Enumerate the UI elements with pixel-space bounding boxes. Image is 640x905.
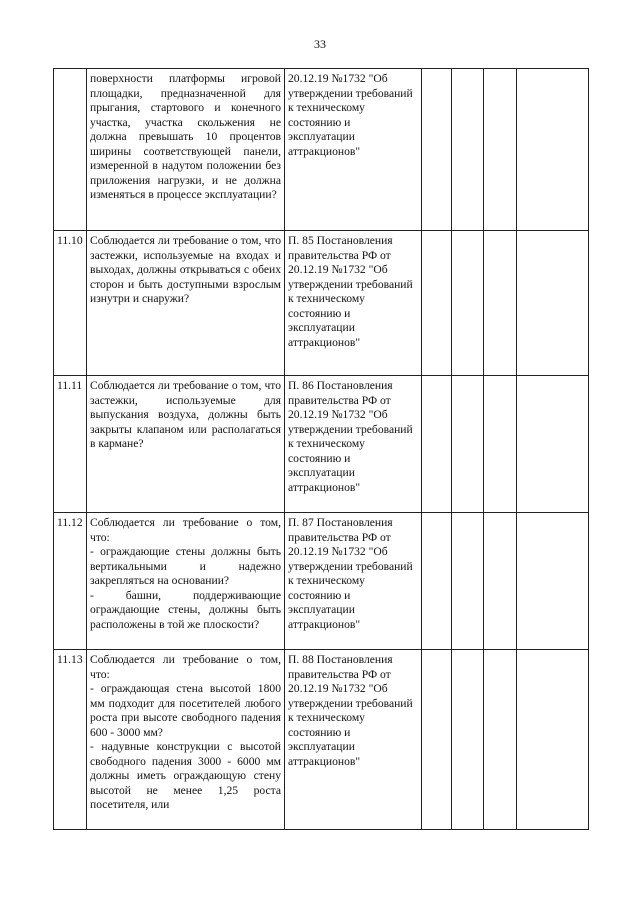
answer-cell <box>517 513 589 650</box>
legal-reference: П. 85 Постановления правительства РФ от 20.12.19 №1732 "Об утверждении требований к техническому состоянию и эксплуатации аттракционов" <box>285 231 422 376</box>
answer-cell <box>517 231 589 376</box>
question-paragraph: Соблюдается ли требование о том, что: <box>90 653 281 681</box>
page-number: 33 <box>314 37 326 51</box>
item-number: 11.10 <box>54 231 87 376</box>
legal-reference: 20.12.19 №1732 "Об утверждении требований к техническому состоянию и эксплуатации аттракционов" <box>285 69 422 231</box>
answer-cell <box>484 69 517 231</box>
answer-cell <box>484 650 517 830</box>
item-number: 11.13 <box>54 650 87 830</box>
question-paragraph: - башни, поддерживающие ограждающие стены, должны быть расположены в той же плоскости? <box>90 588 281 631</box>
question-paragraph: Соблюдается ли требование о том, что застежки, используемые для выпускания воздуха, должны быть закрыты клапаном или располагаться в кармане? <box>90 379 281 450</box>
answer-cell <box>484 231 517 376</box>
question-paragraph: Соблюдается ли требование о том, что застежки, используемые на входах и выходах, должны открываться с обеих сторон и быть доступными взрослым изнутри и снаружи? <box>90 234 281 305</box>
requirement-question <box>87 650 285 830</box>
requirement-question <box>87 513 285 650</box>
question-paragraph: - надувные конструкции с высотой свободного падения 3000 - 6000 мм должны иметь ограждающую стену высотой не менее 1,25 роста посетителя, или <box>90 740 281 811</box>
answer-cell <box>422 650 452 830</box>
table-row <box>54 69 589 231</box>
answer-cell <box>452 513 484 650</box>
answer-cell <box>422 513 452 650</box>
answer-cell <box>517 376 589 513</box>
answer-cell <box>452 376 484 513</box>
table-row <box>54 376 589 513</box>
item-number <box>54 69 87 231</box>
checklist-table <box>53 68 589 830</box>
legal-reference: П. 88 Постановления правительства РФ от 20.12.19 №1732 "Об утверждении требований к техническому состоянию и эксплуатации аттракционов" <box>285 650 422 830</box>
table-row <box>54 231 589 376</box>
answer-cell <box>422 69 452 231</box>
answer-cell <box>452 231 484 376</box>
answer-cell <box>422 231 452 376</box>
requirement-question <box>87 376 285 513</box>
question-paragraph: - ограждающая стена высотой 1800 мм подходит для посетителей любого роста при высоте свободного падения 600 - 3000 мм? <box>90 682 281 739</box>
answer-cell <box>452 69 484 231</box>
item-number: 11.12 <box>54 513 87 650</box>
answer-cell <box>517 650 589 830</box>
legal-reference: П. 86 Постановления правительства РФ от 20.12.19 №1732 "Об утверждении требований к техническому состоянию и эксплуатации аттракционов" <box>285 376 422 513</box>
requirement-question <box>87 231 285 376</box>
table-row <box>54 513 589 650</box>
question-paragraph: Соблюдается ли требование о том, что: <box>90 516 281 544</box>
legal-reference: П. 87 Постановления правительства РФ от 20.12.19 №1732 "Об утверждении требований к техническому состоянию и эксплуатации аттракционов" <box>285 513 422 650</box>
answer-cell <box>422 376 452 513</box>
item-number: 11.11 <box>54 376 87 513</box>
table-row <box>54 650 589 830</box>
answer-cell <box>517 69 589 231</box>
answer-cell <box>452 650 484 830</box>
answer-cell <box>484 513 517 650</box>
requirement-question <box>87 69 285 231</box>
question-paragraph: поверхности платформы игровой площадки, предназначенной для прыгания, стартового и конечного участка, участка скольжения не должна превышать 10 процентов ширины соответствующей панели, измеренной в надутом положении без приложения нагрузки, и не должна изменяться в процессе эксплуатации? <box>90 72 281 201</box>
question-paragraph: - ограждающие стены должны быть вертикальными и надежно закрепляться на основании? <box>90 545 281 587</box>
answer-cell <box>484 376 517 513</box>
